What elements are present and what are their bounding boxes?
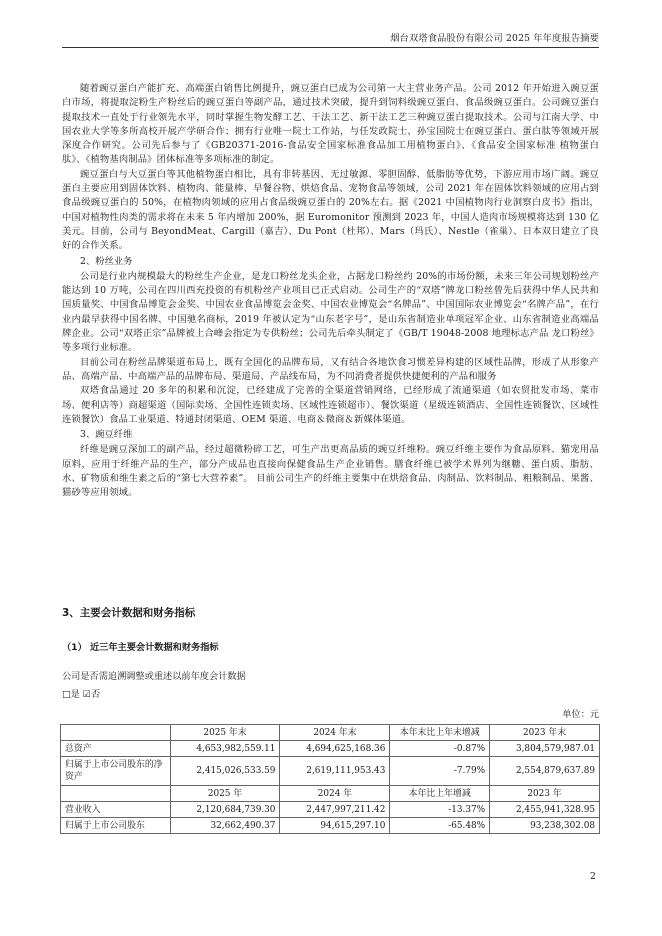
table-row bbox=[61, 757, 600, 786]
table-header-cell: 2024 年 bbox=[280, 786, 390, 802]
table-cell: 2,415,026,533.59 bbox=[170, 757, 280, 786]
row-label: 营业收入 bbox=[61, 802, 171, 818]
table-header-cell: 2024 年末 bbox=[280, 725, 390, 741]
table-header-cell: 2025 年末 bbox=[170, 725, 280, 741]
table-row bbox=[61, 741, 600, 757]
financial-table bbox=[60, 724, 600, 834]
table-cell: -7.79% bbox=[390, 757, 490, 786]
table-cell: 32,662,490.37 bbox=[170, 818, 280, 834]
unit-label: 单位：元 bbox=[562, 709, 599, 720]
body-text bbox=[62, 82, 599, 501]
table-cell: 2,455,941,328.95 bbox=[490, 802, 600, 818]
restate-question: 公司是否需追溯调整或重述以前年度会计数据 bbox=[62, 671, 246, 682]
sub-section-title: （1） 近三年主要会计数据和财务指标 bbox=[62, 642, 219, 653]
table-header-cell bbox=[61, 725, 171, 741]
table-cell: 2,619,111,953.43 bbox=[280, 757, 390, 786]
table-header-cell: 2023 年末 bbox=[490, 725, 600, 741]
section-heading: 3、豌豆纤维 bbox=[80, 429, 133, 441]
table-cell: 3,804,579,987.01 bbox=[490, 741, 600, 757]
table-header-cell: 2023 年 bbox=[490, 786, 600, 802]
row-label: 归属于上市公司股东的净资产 bbox=[61, 757, 171, 786]
table-cell: 2,447,997,211.42 bbox=[280, 802, 390, 818]
table-cell: 2,120,684,739.30 bbox=[170, 802, 280, 818]
table-header-cell: 2025 年 bbox=[170, 786, 280, 802]
header-divider bbox=[62, 47, 599, 48]
paragraph: 双塔食品通过 20 多年的积累和沉淀，已经建成了完善的全渠道营销网络，已经形成了流通渠道（如农贸批发市场、菜市场、便利店等）商超渠道（国际卖场、全国性连锁卖场、区域性连锁超市）、餐饮渠道（星级连锁酒店、全国性连锁餐饮、区域性连锁餐饮）食品工业渠道、特通封闭渠道、OEM 渠道、电商＆微商＆新媒体渠道。 bbox=[62, 385, 599, 425]
paragraph: 目前公司在粉丝品牌渠道布局上，既有全国化的品牌布局，又有结合各地饮食习惯差异构建的区域性品牌，形成了从形象产品、高端产品、中高端产品的品牌布局、渠道局、产品线布局，为不同消费者提供快捷便利的产品和服务 bbox=[62, 356, 599, 382]
row-label: 归属于上市公司股东 bbox=[61, 818, 171, 834]
table-header-cell bbox=[61, 786, 171, 802]
page-number: 2 bbox=[590, 871, 596, 882]
row-label: 总资产 bbox=[61, 741, 171, 757]
section-heading: 2、粉丝业务 bbox=[80, 255, 133, 267]
table-row bbox=[61, 802, 600, 818]
table-cell: 2,554,879,637.89 bbox=[490, 757, 600, 786]
table-header-row bbox=[61, 786, 600, 802]
main-section-title: 3、主要会计数据和财务指标 bbox=[62, 607, 196, 619]
table-cell: 4,653,982,559.11 bbox=[170, 741, 280, 757]
restate-answer: □是 ☑否 bbox=[62, 689, 101, 700]
page-header: 烟台双塔食品股份有限公司 2025 年年度报告摘要 bbox=[390, 33, 599, 44]
paragraph: 豌豆蛋白与大豆蛋白等其他植物蛋白相比，具有非转基因、无过敏源、零胆固醇、低脂肪等优势，下游应用市场广阔。豌豆蛋白主要应用到固体饮料、植物肉、能量棒、早餐谷物、烘焙食品、宠物食品等领域，公司 2021 年在固体饮料领域的应用占到食品级豌豆蛋白的 50%，在植物肉领域的应用占食品级豌豆蛋白的 20%左右。据《2021 中国植物肉行业洞察白皮书》指出，中国对植物性肉类的需求将在未来 5 年内增加 200%，据 Euromonitor 预测到 2023 年，中国人造肉市场规模将达到 130 亿美元。目前，公司与 BeyondMeat、Cargill（嘉吉）、Du Pont（杜邦）、Mars（玛氏）、Nestle（雀巢）、日本双日建立了良好的合作关系。 bbox=[62, 168, 599, 252]
table-cell: 4,694,625,168.36 bbox=[280, 741, 390, 757]
table-header-cell: 本年比上年增减 bbox=[390, 786, 490, 802]
table-cell: -0.87% bbox=[390, 741, 490, 757]
paragraph: 随着豌豆蛋白产能扩充、高端蛋白销售比例提升，豌豆蛋白已成为公司第一大主营业务产品。公司 2012 年开始进入豌豆蛋白市场，将提取淀粉生产粉丝后的豌豆蛋白等副产品，通过技术突破，提升到饲料级豌豆蛋白、食品级豌豆蛋白。公司豌豆蛋白提取技术一直处于行业领先水平，同时掌握生物发酵工艺、干法工艺、新干法工艺三种豌豆蛋白提取技术。公司与江南大学、中国农业大学等多所高校开展产学研合作；拥有行业唯一院士工作站，与任发政院士、孙宝国院士在豌豆蛋白、蛋白肽等领域开展深度合作研究。公司先后参与了《GB20371-2016-食品安全国家标准食品加工用植物蛋白》、《食品安全国家标准 植物蛋白肽》、《植物基肉制品》团体标准等多项标准的制定。 bbox=[62, 83, 599, 166]
paragraph: 纤维是豌豆深加工的副产品，经过超微粉碎工艺，可生产出更高品质的豌豆纤维粉。豌豆纤维主要作为食品原料、猫宠用品原料，应用于纤维产品的生产，部分产成品也直接向保健食品生产企业销售。膳食纤维已被学术界列为继糖、蛋白质、脂肪、水、矿物质和维生素之后的“第七大营养素”。 目前公司生产的纤维主要集中在烘焙食品、肉制品、饮料制品、粗粮制品、果酱、猫砂等应用领域。 bbox=[62, 444, 599, 499]
table-cell: 94,615,297.10 bbox=[280, 818, 390, 834]
paragraph: 公司是行业内规模最大的粉丝生产企业，是龙口粉丝龙头企业，占据龙口粉丝约 20%的市场份额，未来三年公司规划粉丝产能达到 10 万吨，公司在四川西充投资的有机粉丝产业项目已正式启动。公司生产的“双塔”牌龙口粉丝曾先后获得中华人民共和国质量奖、中国食品博览会金奖、中国农业食品博览会金奖、中国农业博览会“名牌品”、中国国际农业博览会“名牌产品”，在行业内最早获得中国名牌、中国驰名商标，2019 年被认定为“山东老字号”，是山东省制造业单项冠军企业、山东省制造业高端品牌企业。公司“双塔正宗”品牌被上合峰会指定为专供粉丝；公司先后牵头制定了《GB/T 19048-2008 地理标志产品 龙口粉丝》等多项行业标准。 bbox=[62, 270, 599, 354]
table-cell: -13.37% bbox=[390, 802, 490, 818]
table-header-cell: 本年末比上年末增减 bbox=[390, 725, 490, 741]
table-cell: 93,238,302.08 bbox=[490, 818, 600, 834]
table-header-row bbox=[61, 725, 600, 741]
table-row bbox=[61, 818, 600, 834]
table-cell: -65.48% bbox=[390, 818, 490, 834]
